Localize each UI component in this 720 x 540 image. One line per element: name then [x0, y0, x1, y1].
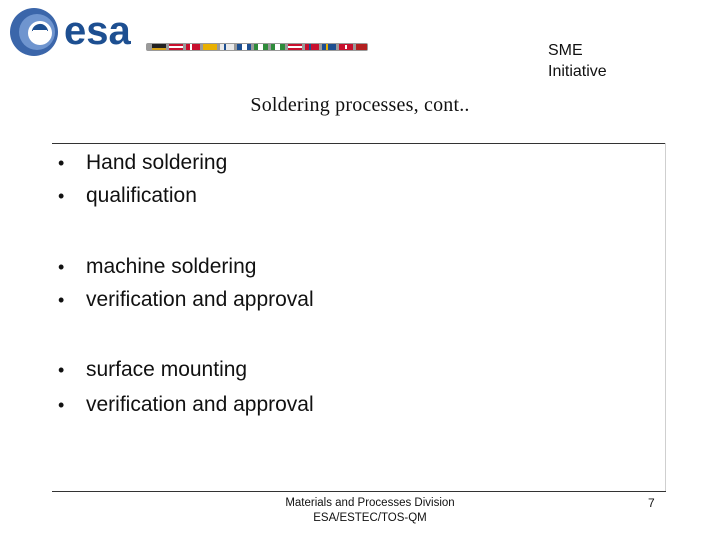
sme-line-1: SME [548, 42, 583, 59]
logo-wordmark: esa [64, 9, 131, 53]
bullet-item [58, 149, 227, 177]
footer-line-1: Materials and Processes Division [285, 497, 455, 509]
flag-finland [220, 44, 234, 50]
bullet-item [58, 356, 247, 384]
footer-divider [52, 491, 666, 492]
bullet-text: Hand soldering [86, 151, 228, 174]
flag-spain [203, 44, 217, 50]
flag-italy-band [275, 44, 280, 50]
right-margin-line [665, 143, 666, 491]
bullet-text: machine soldering [86, 255, 257, 278]
flag-switzerland-cross [345, 45, 347, 49]
sme-initiative-label [548, 40, 607, 82]
bullet-marker: • [58, 394, 65, 415]
bullet-text: verification and approval [86, 393, 314, 416]
footer-line-2: ESA/ESTEC/TOS-QM [313, 512, 427, 524]
flag-norway-cross [309, 44, 311, 50]
bullet-text: surface mounting [86, 358, 248, 381]
flag-sweden [322, 44, 336, 50]
flag-denmark-cross [190, 44, 192, 50]
flag-netherlands-band [288, 46, 302, 48]
bullet-item [58, 391, 314, 419]
flag-strip-end [356, 44, 367, 50]
sme-line-2: Initiative [548, 63, 607, 80]
flag-finland-cross [224, 44, 226, 50]
esa-logo-graphic [6, 2, 372, 62]
footer-organization [240, 496, 500, 526]
bullet-item [58, 286, 314, 314]
flag-austria-band [169, 46, 183, 48]
title-divider [52, 143, 666, 144]
flag-ireland-band [258, 44, 263, 50]
bullet-item [58, 253, 256, 281]
esa-logo [6, 2, 372, 62]
flag-germany-band [152, 48, 166, 50]
bullet-marker: • [58, 152, 65, 173]
bullet-marker: • [58, 256, 65, 277]
bullet-marker: • [58, 289, 65, 310]
bullet-item [58, 182, 197, 210]
bullet-text: qualification [86, 184, 197, 207]
logo-e-bar [33, 30, 47, 33]
flag-denmark [186, 44, 200, 50]
bullet-marker: • [58, 185, 65, 206]
bullet-marker: • [58, 359, 65, 380]
flag-sweden-cross [326, 44, 328, 50]
page-number: 7 [648, 496, 655, 510]
slide-title: Soldering processes, cont.. [250, 94, 470, 116]
flag-norway [305, 44, 319, 50]
flag-france-band [242, 44, 247, 50]
bullet-text: verification and approval [86, 288, 314, 311]
